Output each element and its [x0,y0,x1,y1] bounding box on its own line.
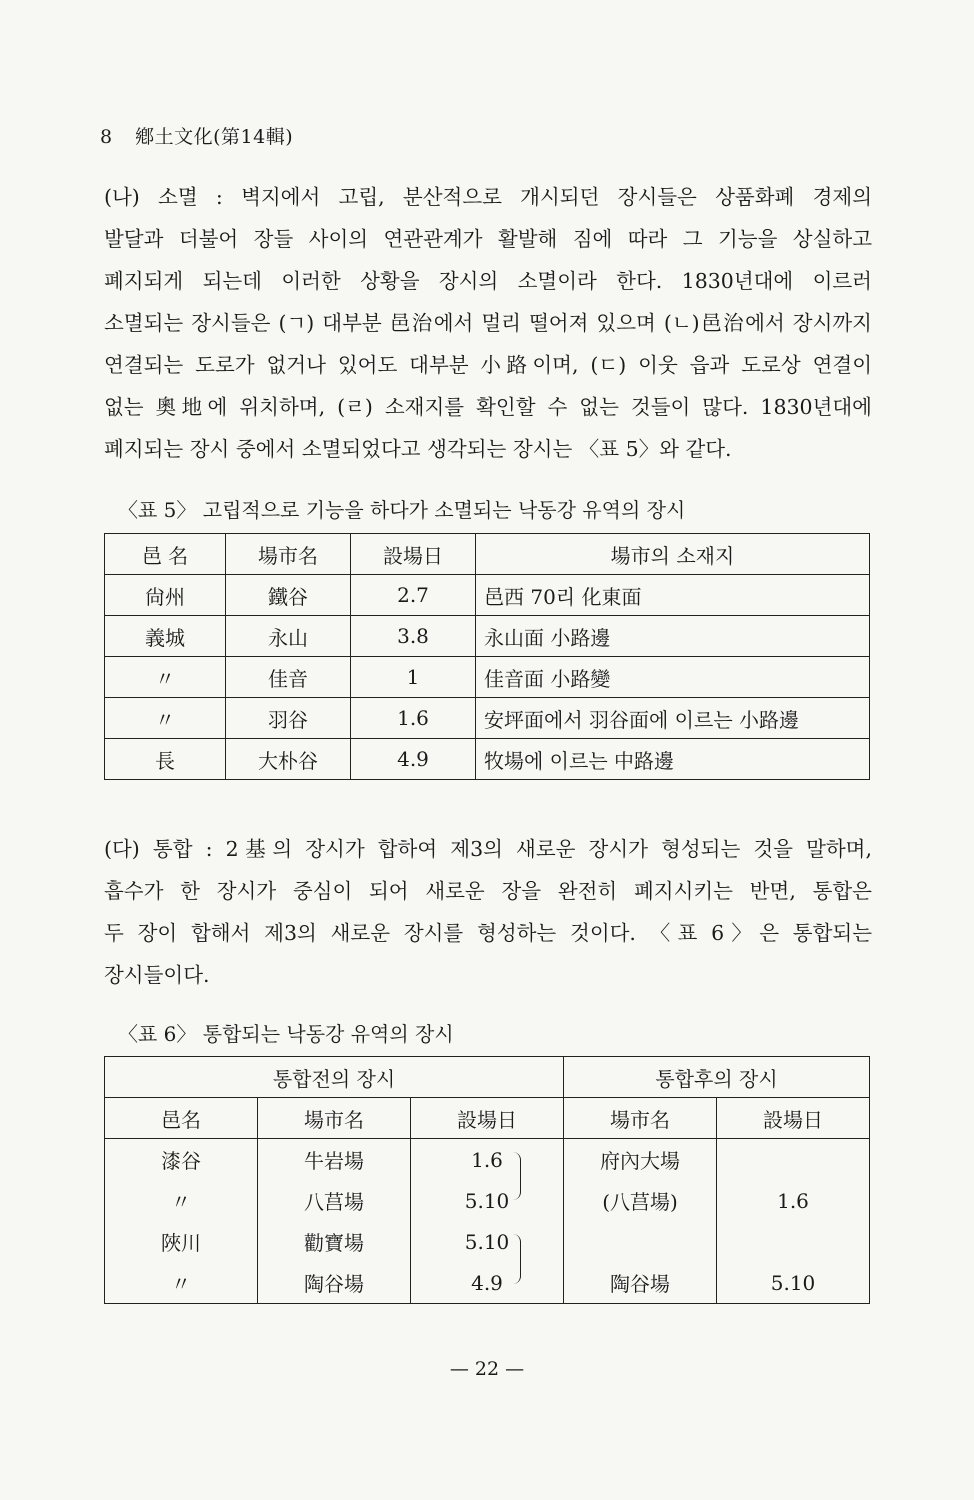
header-page-number: 8 [100,126,113,148]
table-header-row [105,1098,870,1139]
cell: 4.9 [351,739,476,780]
text-line: 없는 奧地에 위치하며, (ㄹ) 소재지를 확인할 수 없는 것들이 많다. 1830년대에 [104,395,872,419]
cell [564,1221,717,1262]
paragraph-integration [104,828,872,996]
cell: 4.9 [411,1262,564,1304]
cell [717,1139,870,1181]
cell: 1.6 [411,1139,564,1181]
cell: 1 [351,657,476,698]
cell: 永山面 小路邊 [476,616,870,657]
cell: 羽谷 [226,698,351,739]
text-line: 폐지되게 되는데 이러한 상황을 장시의 소멸이라 한다. 1830년대에 이르러 [104,269,872,293]
cell: 佳音 [226,657,351,698]
table-row [105,616,870,657]
text-line: 발달과 더불어 장들 사이의 연관관계가 활발해 짐에 따라 그 기능을 상실하고 [104,227,872,251]
table-row [105,1221,870,1262]
column-header: 場市名 [226,534,351,575]
table-row [105,1262,870,1304]
merge-brace [510,1234,521,1284]
cell: 義城 [105,616,226,657]
cell: 勸寶場 [258,1221,411,1262]
group-header-after: 통합후의 장시 [564,1057,870,1098]
cell: 漆谷 [105,1139,258,1181]
cell [717,1221,870,1262]
column-header: 設場日 [351,534,476,575]
text-line: 연결되는 도로가 없거나 있어도 대부분 小路이며, (ㄷ) 이웃 읍과 도로상 연결이 [104,353,872,377]
column-header: 設場日 [717,1098,870,1139]
table-row [105,698,870,739]
table-row [105,1139,870,1181]
cell: 府內大場 [564,1139,717,1181]
table-group-row [105,1057,870,1098]
cell: (八莒場) [564,1180,717,1221]
cell: 〃 [105,657,226,698]
text-line: 흡수가 한 장시가 중심이 되어 새로운 장을 완전히 폐지시키는 반면, 통합은 [104,879,872,903]
cell: 5.10 [717,1262,870,1304]
column-header: 設場日 [411,1098,564,1139]
cell: 牛岩場 [258,1139,411,1181]
paragraph-extinction [104,176,872,470]
running-header [100,122,293,149]
cell: 2.7 [351,575,476,616]
cell: 大朴谷 [226,739,351,780]
text-line: 소멸되는 장시들은 (ㄱ) 대부분 邑治에서 멀리 떨어져 있으며 (ㄴ)邑治에서 장시까지 [104,311,872,335]
cell: 長 [105,739,226,780]
column-header: 場市名 [564,1098,717,1139]
cell: 牧場에 이르는 中路邊 [476,739,870,780]
table5 [104,533,870,780]
cell: 3.8 [351,616,476,657]
table-row [105,575,870,616]
column-header: 邑 名 [105,534,226,575]
text-line: 폐지되는 장시 중에서 소멸되었다고 생각되는 장시는 〈표 5〉와 같다. [104,437,732,461]
cell: 陜川 [105,1221,258,1262]
table-header-row [105,534,870,575]
cell: 永山 [226,616,351,657]
column-header: 邑名 [105,1098,258,1139]
text-line: 두 장이 합해서 제3의 새로운 장시를 형성하는 것이다. 〈표 6〉은 통합되는 [104,921,872,945]
table5-caption: 〈표 5〉 고립적으로 기능을 하다가 소멸되는 낙동강 유역의 장시 [118,498,686,522]
cell: 陶谷場 [564,1262,717,1304]
cell: 〃 [105,698,226,739]
table-row [105,739,870,780]
cell: 1.6 [351,698,476,739]
text-line: (나) 소멸 : 벽지에서 고립, 분산적으로 개시되던 장시들은 상품화폐 경제의 [104,185,872,209]
page-footer-number: — 22 — [449,1358,525,1380]
cell: 尙州 [105,575,226,616]
table-row [105,1180,870,1221]
cell: 安坪面에서 羽谷面에 이르는 小路邊 [476,698,870,739]
merge-brace [510,1152,521,1200]
column-header: 場市名 [258,1098,411,1139]
group-header-before: 통합전의 장시 [105,1057,564,1098]
table6 [104,1056,870,1304]
cell: 1.6 [717,1180,870,1221]
text-line: (다) 통합 : 2基의 장시가 합하여 제3의 새로운 장시가 형성되는 것을 말하며, [104,837,872,861]
cell: 5.10 [411,1180,564,1221]
cell: 陶谷場 [258,1262,411,1304]
table-row [105,657,870,698]
text-line: 장시들이다. [104,963,210,987]
column-header: 場市의 소재지 [476,534,870,575]
cell: 鐵谷 [226,575,351,616]
cell: 佳音面 小路變 [476,657,870,698]
cell: 八莒場 [258,1180,411,1221]
cell: 〃 [105,1180,258,1221]
cell: 5.10 [411,1221,564,1262]
table6-caption: 〈표 6〉 통합되는 낙동강 유역의 장시 [118,1022,454,1046]
cell: 邑西 70리 化東面 [476,575,870,616]
cell: 〃 [105,1262,258,1304]
header-journal-title: 鄕土文化(第14輯) [135,126,294,148]
